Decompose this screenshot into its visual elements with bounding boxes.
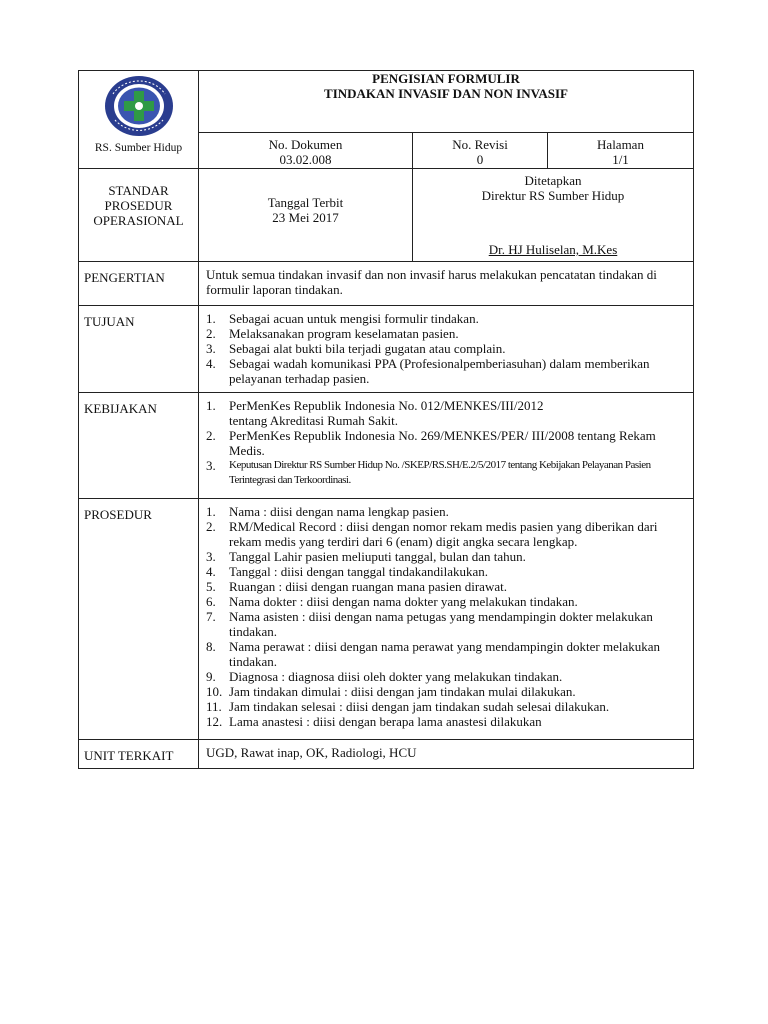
document-number-cell (199, 133, 413, 169)
list-item: 8. Nama perawat : diisi dengan nama perawat yang mendampingin dokter melakukan tindakan. (206, 639, 661, 669)
sop-label-cell (79, 169, 199, 262)
sop-line-1: STANDAR (108, 183, 169, 198)
hospital-name: RS. Sumber Hidup (94, 142, 183, 154)
unit-terkait-text: UGD, Rawat inap, OK, Radiologi, HCU (199, 740, 694, 769)
list-item: 12. Lama anastesi : diisi dengan berapa lama anastesi dilakukan (206, 714, 542, 729)
list-item: 4. Tanggal : diisi dengan tanggal tindakandilakukan. (206, 564, 489, 579)
list-item: 5. Ruangan : diisi dengan ruangan mana pasien dirawat. (206, 579, 507, 594)
list-item: 3. Tanggal Lahir pasien meliuputi tanggal, bulan dan tahun. (206, 549, 526, 564)
prosedur-list (206, 504, 687, 729)
revision-label: No. Revisi (452, 137, 508, 152)
list-item: 3. Keputusan Direktur RS Sumber Hidup No. /SKEP/RS.SH/E.2/5/2017 tentang Kebijakan Pelayanan Pasien Terintegrasi dan Terkoordinasi. (206, 458, 651, 486)
list-item: 7. Nama asisten : diisi dengan nama petugas yang mendampingin dokter melakukan tindakan. (206, 609, 653, 639)
title-line-1: PENGISIAN FORMULIR (372, 71, 520, 86)
sop-line-2: PROSEDUR (104, 198, 173, 213)
list-item: 9. Diagnosa : diagnosa diisi oleh dokter yang melakukan tindakan. (206, 669, 563, 684)
revision-cell (413, 133, 548, 169)
signatory-name: Dr. HJ Huliselan, M.Kes (488, 242, 618, 257)
issue-date-value: 23 Mei 2017 (272, 210, 339, 225)
approval-label: Ditetapkan (524, 173, 582, 188)
issue-date-cell (199, 169, 413, 262)
page-cell (548, 133, 694, 169)
tujuan-label: TUJUAN (79, 306, 199, 393)
list-item: 11. Jam tindakan selesai : diisi dengan jam tindakan sudah selesai dilakukan. (206, 699, 610, 714)
list-item: 1. Sebagai acuan untuk mengisi formulir tindakan. (206, 311, 479, 326)
kebijakan-content (199, 393, 694, 499)
unit-terkait-label: UNIT TERKAIT (79, 740, 199, 769)
list-item: 2. Melaksanakan program keselamatan pasien. (206, 326, 459, 341)
approval-by: Direktur RS Sumber Hidup (481, 188, 625, 203)
prosedur-content (199, 499, 694, 740)
list-item: 4. Sebagai wadah komunikasi PPA (Profesionalpemberiasuhan) dalam memberikan pelayanan terhadap pasien. (206, 356, 650, 386)
approval-cell (413, 169, 694, 262)
document-number-value: 03.02.008 (279, 152, 332, 167)
list-item: 1. Nama : diisi dengan nama lengkap pasien. (206, 504, 449, 519)
sop-line-3: OPERASIONAL (93, 213, 184, 228)
kebijakan-list (206, 398, 687, 488)
tujuan-content (199, 306, 694, 393)
document-number-label: No. Dokumen (268, 137, 343, 152)
list-item: 3. Sebagai alat bukti bila terjadi gugatan atau complain. (206, 341, 506, 356)
list-item: 6. Nama dokter : diisi dengan nama dokter yang melakukan tindakan. (206, 594, 578, 609)
kebijakan-label: KEBIJAKAN (79, 393, 199, 499)
page-value: 1/1 (612, 152, 629, 167)
list-item: 2. RM/Medical Record : diisi dengan nomor rekam medis pasien yang diberikan dari rekam medis yang terdiri dari 6 (enam) digit angka secara lengkap. (206, 519, 658, 549)
pengertian-label: PENGERTIAN (79, 262, 199, 306)
list-item: 2. PerMenKes Republik Indonesia No. 269/MENKES/PER/ III/2008 tentang Rekam Medis. (206, 428, 656, 458)
revision-value: 0 (476, 152, 484, 167)
list-item: 10. Jam tindakan dimulai : diisi dengan jam tindakan mulai dilakukan. (206, 684, 576, 699)
title-line-2: TINDAKAN INVASIF DAN NON INVASIF (324, 86, 568, 101)
tujuan-list (206, 311, 687, 386)
document-title (199, 71, 694, 133)
list-item: 1. PerMenKes Republik Indonesia No. 012/MENKES/III/2012 tentang Akreditasi Rumah Sakit. (206, 398, 544, 428)
sop-document-table (78, 70, 694, 769)
page-label: Halaman (597, 137, 644, 152)
hospital-logo-icon (103, 74, 175, 138)
prosedur-label: PROSEDUR (79, 499, 199, 740)
pengertian-text: Untuk semua tindakan invasif dan non invasif harus melakukan pencatatan tindakan di formulir laporan tindakan. (199, 262, 694, 306)
issue-date-label: Tanggal Terbit (267, 195, 344, 210)
logo-cell (79, 71, 199, 169)
